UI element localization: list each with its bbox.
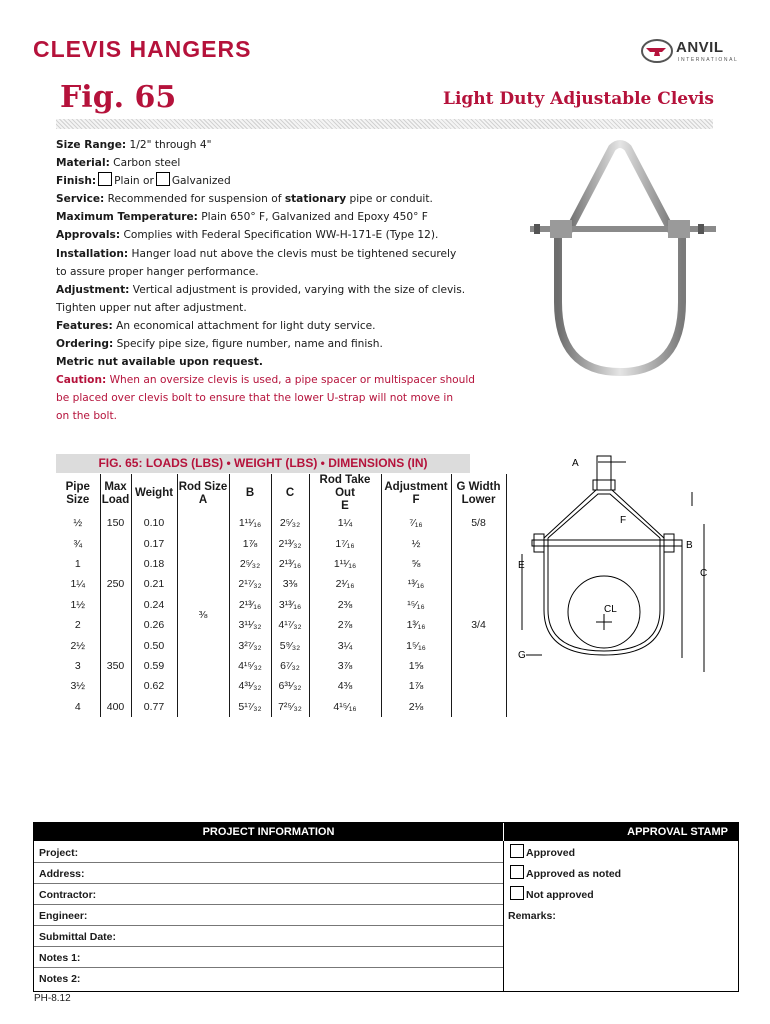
col-b: B — [229, 474, 271, 513]
table-row: 1 0.18 2⁵⁄₃₂ 2¹³⁄₁₆ 1¹¹⁄₁₆ ⅝ — [56, 554, 506, 574]
category-title: CLEVIS HANGERS — [33, 36, 252, 62]
clevis-hanger-photo — [520, 140, 720, 420]
col-weight: Weight — [131, 474, 177, 513]
table-row: ¾ 0.17 1⅞ 2¹³⁄₃₂ 1⁷⁄₁₆ ½ 3/4 — [56, 533, 506, 553]
approved-checkbox[interactable] — [510, 844, 524, 858]
col-g-width: G Width Lower — [451, 474, 506, 513]
dim-label-a: A — [572, 458, 579, 469]
figure-subtitle: Light Duty Adjustable Clevis — [443, 89, 714, 109]
dim-label-e: E — [518, 560, 525, 571]
spec-adjustment: Adjustment: Vertical adjustment is provided, varying with the size of clevis. — [56, 283, 466, 296]
figure-number: Fig. 65 — [60, 80, 177, 115]
approved-option[interactable]: Approved — [504, 843, 738, 863]
anvil-logo — [640, 36, 746, 66]
col-adjustment: Adjustment F — [381, 474, 451, 513]
submittal-date-field[interactable]: Submittal Date: — [34, 927, 503, 947]
table-row: 3 350 0.59 4¹⁵⁄₃₂ 6⁷⁄₃₂ 3⅞ 1⅝ — [56, 656, 506, 676]
table-header-row — [56, 474, 506, 513]
divider-stripe — [56, 119, 713, 129]
spec-material: Material: Carbon steel — [56, 157, 181, 170]
col-rod-take-out: Rod Take Out E — [309, 474, 381, 513]
project-field[interactable]: Project: — [34, 843, 503, 863]
plain-checkbox[interactable] — [98, 172, 112, 186]
table-row: 3½ 0.62 4³¹⁄₃₂ 6³¹⁄₃₂ 4⅜ 1⅞ — [56, 676, 506, 696]
anvil-emblem-icon — [640, 36, 674, 66]
dim-label-centerline: CL — [604, 604, 617, 615]
approved-as-noted-option[interactable]: Approved as noted — [504, 864, 738, 884]
rod-size-cell: ⅜ — [177, 513, 229, 717]
table-row: 2½ 0.50 3²⁷⁄₃₂ 5⁹⁄₃₂ 3¼ 1⁵⁄₁₆ — [56, 635, 506, 655]
brand-subtitle: INTERNATIONAL — [678, 57, 739, 63]
table-title: FIG. 65: LOADS (LBS) • WEIGHT (LBS) • DIMENSIONS (IN) — [56, 454, 470, 473]
spec-size-range: Size Range: 1/2" through 4" — [56, 139, 212, 151]
table-row: 2 0.26 3¹¹⁄₃₂ 4¹⁷⁄₃₂ 2⅞ 1³⁄₁₆ — [56, 615, 506, 635]
approval-stamp-header: APPROVAL STAMP — [504, 823, 738, 841]
brand-name: ANVIL — [676, 39, 724, 56]
col-max-load: Max Load — [100, 474, 131, 513]
spec-caution: Caution: When an oversize clevis is used, a pipe spacer or multispacer should — [56, 374, 476, 387]
g-width-first: 5/8 — [451, 513, 506, 533]
not-approved-checkbox[interactable] — [510, 886, 524, 900]
dimension-diagram — [506, 450, 726, 680]
col-c: C — [271, 474, 309, 513]
load-dimension-table — [56, 474, 507, 717]
spec-finish: Finish: Plain or Galvanized — [56, 172, 456, 190]
address-field[interactable]: Address: — [34, 864, 503, 884]
notes-1-field[interactable]: Notes 1: — [34, 948, 503, 968]
project-info-header: PROJECT INFORMATION — [34, 823, 503, 841]
project-info-form — [33, 822, 739, 992]
approved-as-noted-checkbox[interactable] — [510, 865, 524, 879]
table-row: ½ 150 0.10 ⅜ 1¹¹⁄₁₆ 2⁵⁄₃₂ 1¼ ⁷⁄₁₆ 5/8 — [56, 513, 506, 533]
dim-label-b: B — [686, 540, 693, 551]
table-row: 4 400 0.77 5¹⁷⁄₃₂ 7²⁵⁄₃₂ 4¹⁵⁄₁₆ 2⅛ — [56, 697, 506, 717]
spec-caution-cont-1: be placed over clevis bolt to ensure that the lower U-strap will not move in — [56, 392, 454, 405]
spec-max-temperature: Maximum Temperature: Plain 650° F, Galvanized and Epoxy 450° F — [56, 211, 428, 224]
galvanized-checkbox[interactable] — [156, 172, 170, 186]
spec-features: Features: An economical attachment for light duty service. — [56, 319, 376, 332]
dim-label-c: C — [700, 568, 708, 579]
dim-label-f: F — [620, 515, 627, 526]
table-row: 1½ 0.24 2¹³⁄₁₆ 3¹³⁄₁₆ 2⅜ ¹⁵⁄₁₆ — [56, 595, 506, 615]
spec-installation: Installation: Hanger load nut above the clevis must be tightened securely — [56, 247, 457, 260]
page-code: PH-8.12 — [34, 993, 71, 1004]
notes-2-field[interactable]: Notes 2: — [39, 973, 81, 985]
spec-caution-cont-2: on the bolt. — [56, 410, 117, 423]
col-rod-size: Rod Size A — [177, 474, 229, 513]
remarks-field[interactable]: Remarks: — [508, 910, 556, 922]
contractor-field[interactable]: Contractor: — [34, 885, 503, 905]
spec-approvals: Approvals: Complies with Federal Specification WW-H-171-E (Type 12). — [56, 229, 439, 242]
g-width-rest: 3/4 — [451, 533, 506, 717]
engineer-field[interactable]: Engineer: — [34, 906, 503, 926]
spec-service: Service: Recommended for suspension of stationary pipe or conduit. — [56, 193, 433, 206]
table-row: 1¼ 250 0.21 2¹⁷⁄₃₂ 3⅜ 2¹⁄₁₆ ¹³⁄₁₆ — [56, 574, 506, 594]
spec-list — [56, 136, 476, 426]
spec-installation-cont: to assure proper hanger performance. — [56, 265, 259, 278]
not-approved-option[interactable]: Not approved — [504, 885, 738, 905]
spec-adjustment-cont: Tighten upper nut after adjustment. — [56, 301, 247, 314]
spec-metric-note: Metric nut available upon request. — [56, 356, 263, 369]
col-pipe-size: Pipe Size — [65, 480, 90, 506]
dim-label-g: G — [518, 650, 526, 661]
spec-ordering: Ordering: Specify pipe size, figure number, name and finish. — [56, 338, 383, 351]
